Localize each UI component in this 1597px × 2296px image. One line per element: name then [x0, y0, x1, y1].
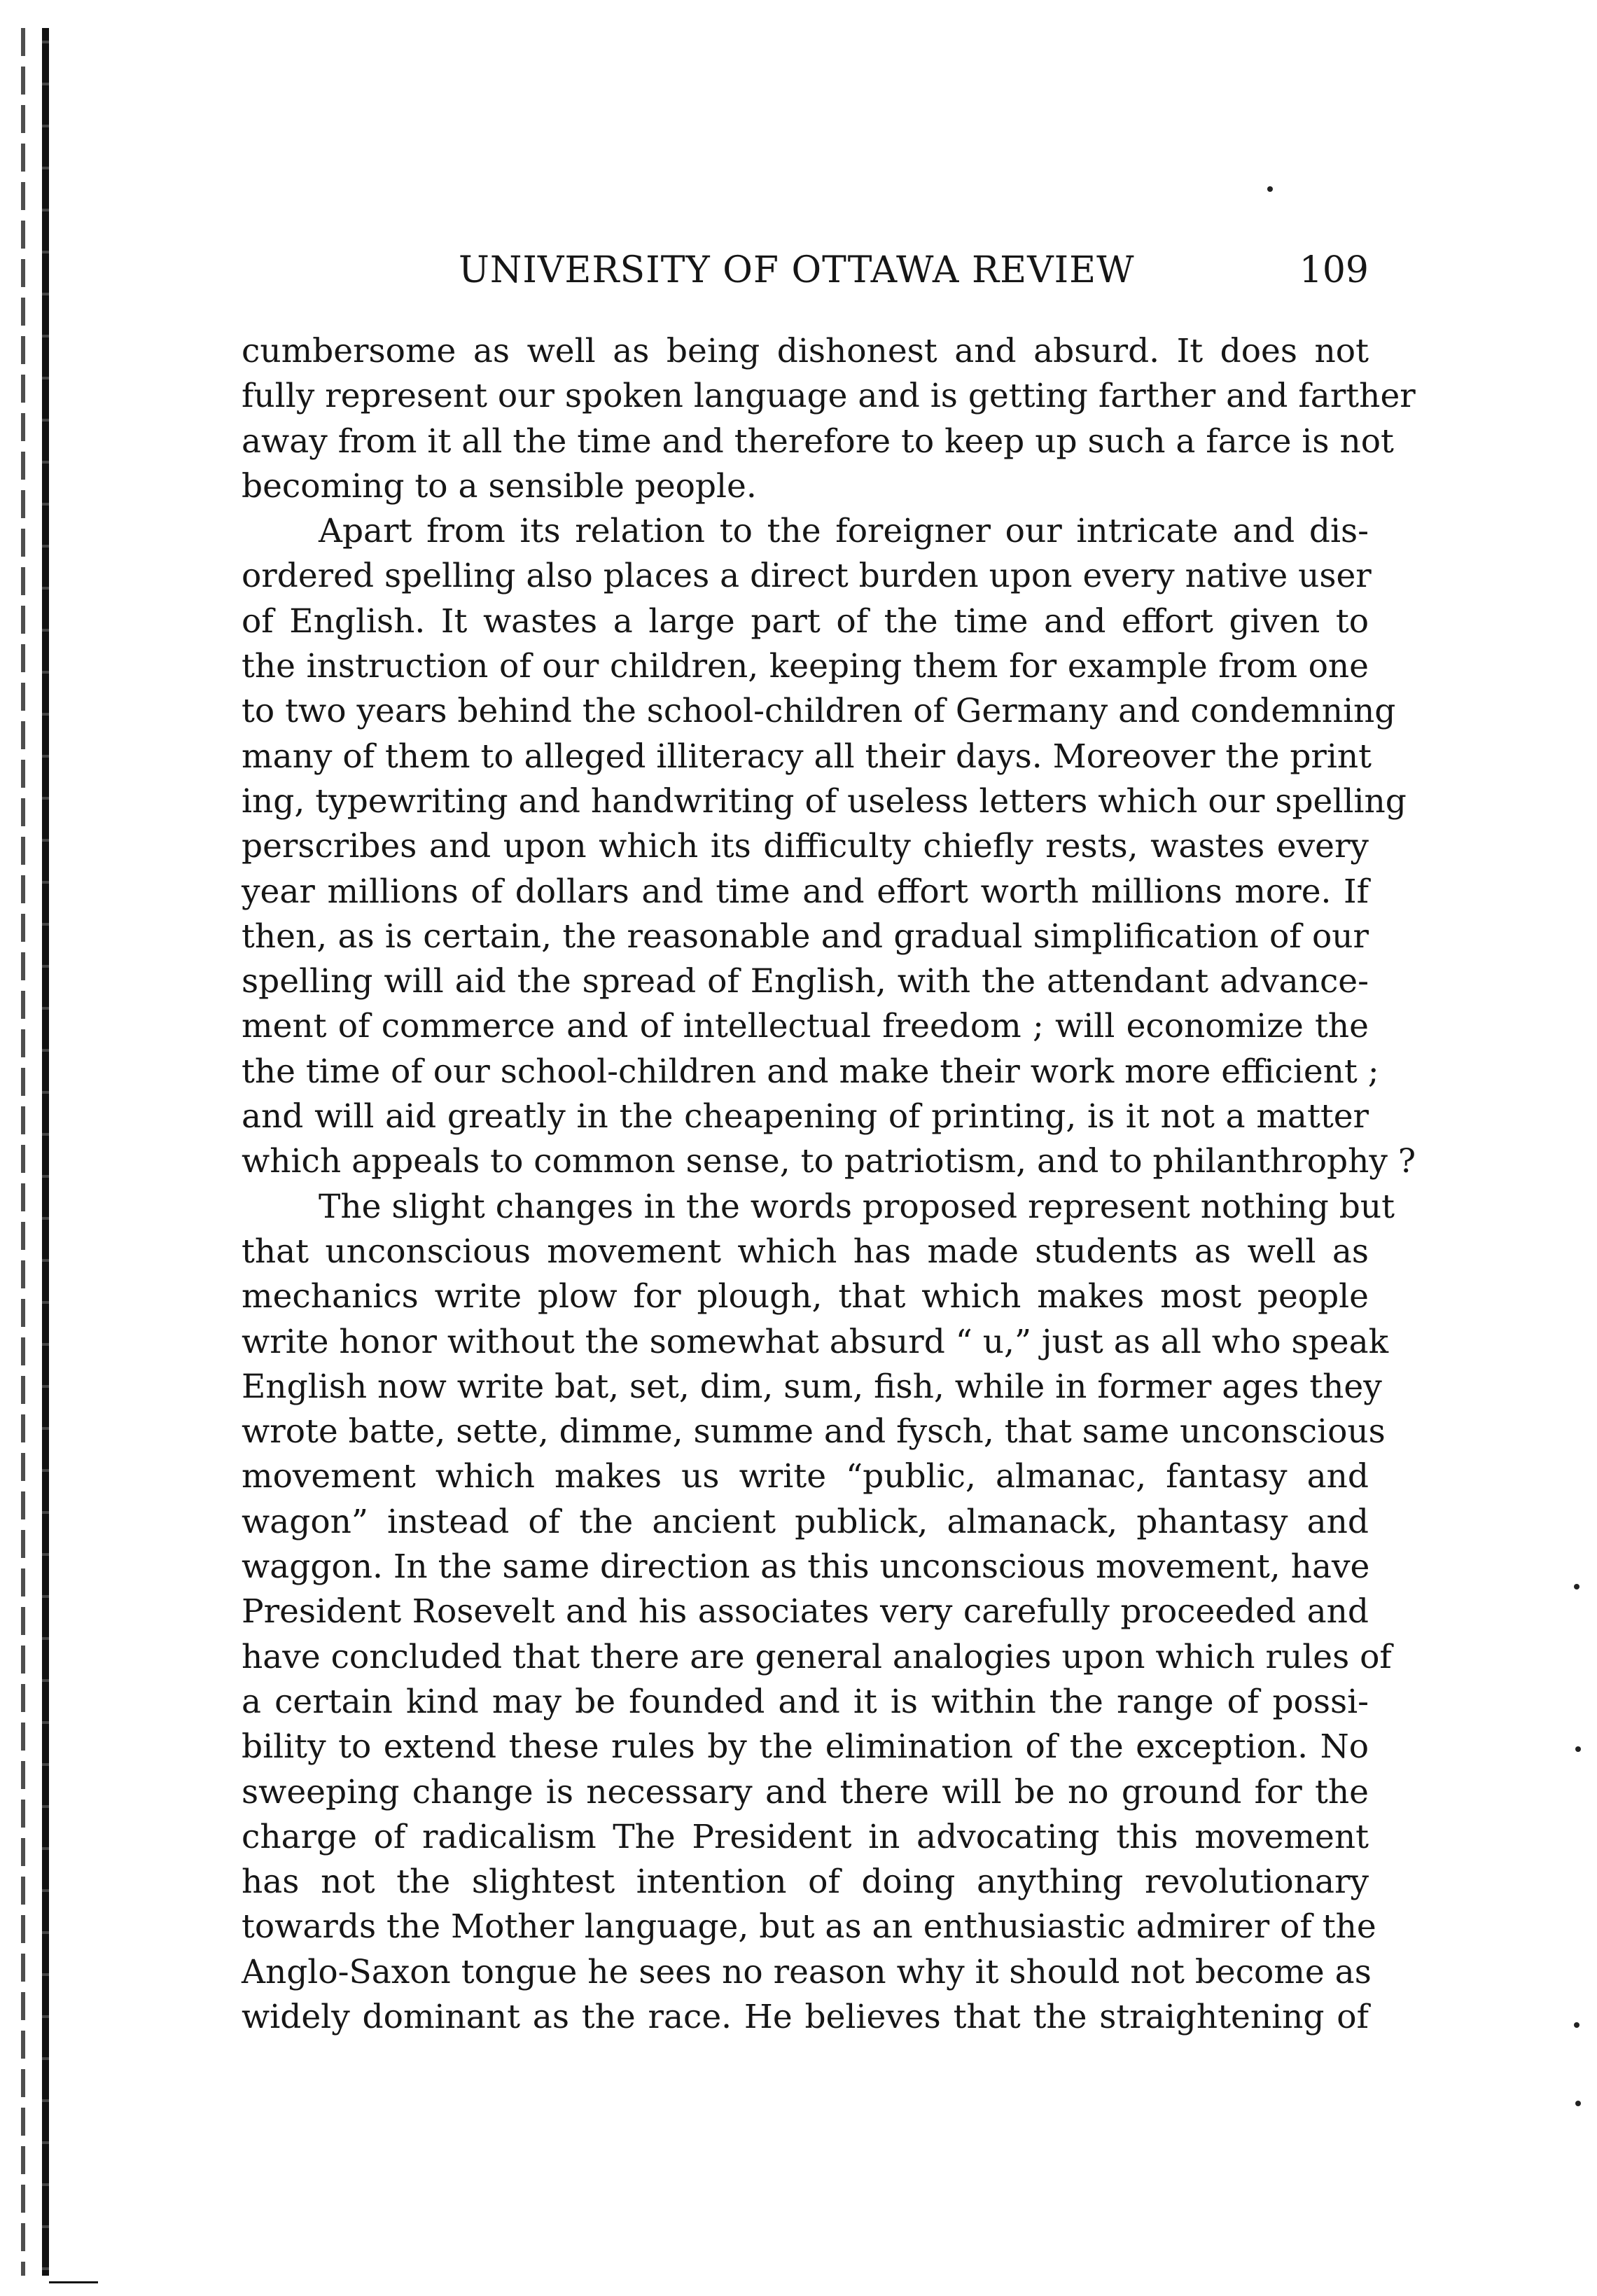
- text-line: ordered spelling also places a direct burden upon every native user: [242, 557, 1372, 596]
- text-line: movement which makes us write “public, almanac, fantasy and: [242, 1457, 1369, 1496]
- paragraph: [242, 1185, 1395, 2040]
- text-line: towards the Mother language, but as an enthusiastic admirer of the: [242, 1907, 1376, 1947]
- scan-speck: [1574, 1584, 1579, 1589]
- text-line: bility to extend these rules by the elimination of the exception. No: [242, 1727, 1369, 1767]
- text-line: fully represent our spoken language and is getting farther and farther: [242, 377, 1416, 416]
- text-line: ing, typewriting and handwriting of useless letters which our spelling: [242, 781, 1407, 821]
- text-line: to two years behind the school-children of Germany and condemning: [242, 692, 1396, 731]
- text-line: wagon” instead of the ancient publick, almanack, phantasy and: [242, 1502, 1369, 1541]
- paragraph: [242, 329, 1416, 509]
- text-line: write honor without the somewhat absurd “ u,” just as all who speak: [242, 1322, 1389, 1361]
- text-line: ment of commerce and of intellectual freedom ; will economize the: [242, 1007, 1369, 1046]
- text-line: of English. It wastes a large part of the time and effort given to: [242, 601, 1369, 641]
- paragraph: [242, 509, 1416, 1184]
- text-line: the instruction of our children, keeping them for example from one: [242, 647, 1369, 686]
- text-line: mechanics write plow for plough, that which makes most people: [242, 1277, 1369, 1316]
- binding-foot-mark: [49, 2281, 98, 2283]
- text-line: President Rosevelt and his associates very carefully proceeded and: [242, 1592, 1369, 1631]
- text-line: away from it all the time and therefore to keep up such a farce is not: [242, 422, 1394, 461]
- text-line: which appeals to common sense, to patriotism, and to philanthrophy ?: [242, 1142, 1416, 1181]
- running-title: UNIVERSITY OF OTTAWA REVIEW: [459, 249, 1135, 291]
- body-text: [242, 329, 1416, 2040]
- text-line: perscribes and upon which its difficulty chiefly rests, wastes every: [242, 827, 1369, 866]
- page-number: 109: [1299, 249, 1369, 291]
- text-line: the time of our school-children and make their work more efficient ;: [242, 1052, 1379, 1091]
- text-line: Apart from its relation to the foreigner our intricate and dis-: [319, 512, 1369, 551]
- text-line: wrote batte, sette, dimme, summe and fysch, that same unconscious: [242, 1412, 1386, 1452]
- text-line: becoming to a sensible people.: [242, 466, 757, 506]
- text-line: cumbersome as well as being dishonest and absurd. It does not: [242, 332, 1369, 370]
- running-head: [459, 249, 1369, 305]
- text-line: and will aid greatly in the cheapening of printing, is it not a matter: [242, 1097, 1369, 1136]
- scan-speck: [1574, 2022, 1579, 2028]
- text-line: many of them to alleged illiteracy all their days. Moreover the print: [242, 737, 1372, 776]
- text-line: waggon. In the same direction as this unconscious movement, have: [242, 1547, 1370, 1587]
- book-binding-edge: [42, 28, 49, 2276]
- text-line: that unconscious movement which has made students as well as: [242, 1232, 1369, 1271]
- text-line: widely dominant as the race. He believes that the straightening of: [242, 1997, 1369, 2036]
- text-line: Anglo-Saxon tongue he sees no reason why it should not become as: [242, 1952, 1372, 1991]
- scan-speck: [1267, 186, 1273, 192]
- text-line: a certain kind may be founded and it is within the range of possi-: [242, 1682, 1369, 1721]
- text-line: spelling will aid the spread of English, with the attendant advance-: [242, 962, 1369, 1001]
- scan-speck: [1575, 2101, 1581, 2106]
- text-line: then, as is certain, the reasonable and gradual simplification of our: [242, 917, 1369, 956]
- text-line: year millions of dollars and time and effort worth millions more. If: [242, 872, 1369, 911]
- text-line: The slight changes in the words proposed represent nothing but: [319, 1187, 1395, 1226]
- scan-speck: [1575, 1746, 1581, 1752]
- text-line: have concluded that there are general analogies upon which rules of: [242, 1637, 1392, 1676]
- text-line: sweeping change is necessary and there will be no ground for the: [242, 1772, 1369, 1811]
- text-line: charge of radicalism The President in advocating this movement: [242, 1817, 1369, 1856]
- text-line: English now write bat, set, dim, sum, fish, while in former ages they: [242, 1367, 1382, 1406]
- binding-shadow: [21, 28, 25, 2276]
- text-line: has not the slightest intention of doing anything revolutionary: [242, 1863, 1369, 1902]
